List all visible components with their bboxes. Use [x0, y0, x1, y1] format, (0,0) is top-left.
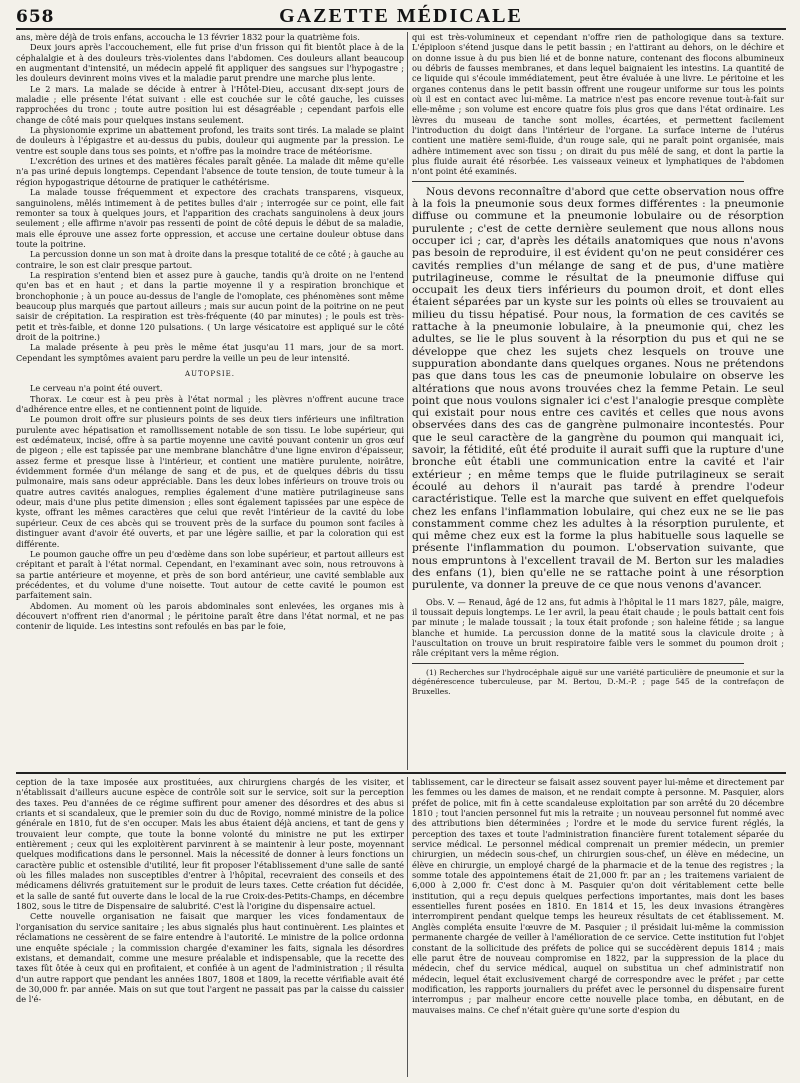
paragraph: qui est très-volumineux et cependant n'offre rien de pathologique dans sa texture. L'épiploon s'étend jusque dans le petit bassin ; en l'attirant au dehors, on le déchire et on donne issue à du pus bien lié et de bonne nature, contenant des flocons albumineux ou débris de fausses membranes, et dans lequel baignaient les intestins. La quantité de ce liquide qui s'écoule immédiatement, peut être évaluée à une livre. Le péritoine et les organes contenus dans le petit bassin offrent une rougeur uniforme sur tous les points où il est en contact avec lui-même. La matrice n'est pas encore revenue tout-à-fait sur elle-même ; son volume est encore quatre fois plus gros que dans l'état ordinaire. Les lèvres du museau de tanche sont molles, écartées, et permettent facilement l'introduction du doigt dans l'intérieur de l'organe. La surface interne de l'utérus contient une matière semi-fluide, d'un rouge sale, qui ne paraît point organisée, mais adhère intimement avec son tissu ; on dirait du pus mêlé de sang, et dont la partie la plus fluide aurait été résorbée. Les vaisseaux veineux et lymphatiques de l'abdomen n'ont point été examinés. — [412, 32, 784, 177]
paragraph: Abdomen. Au moment où les parois abdominales sont enlevées, les organes mis à découvert n'offrent rien d'anormal ; le péritoine paraît être dans l'état normal, et ne pas contenir de liquide. Les intestins sont refoulés en bas par le foie, — [16, 600, 404, 632]
feuilleton-right-column — [412, 777, 784, 1077]
paragraph: La malade tousse fréquemment et expectore des crachats transparens, visqueux, sanguinolens, mêlés intimement à de petites bulles d'air ; interrogée sur ce point, elle fait remonter sa toux à quelques jours, et l'apparition des crachats sanguinolens à deux jours seulement ; elle affirme n'avoir pas ressenti de point de côté depuis le début de sa maladie, mais elle éprouve une assez forte oppression, et accuse une certaine douleur obtuse dans toute la poitrine. — [16, 187, 404, 249]
paragraph: Le cerveau n'a point été ouvert. — [30, 383, 163, 394]
column-divider — [407, 777, 408, 1077]
footnote: (1) Recherches sur l'hydrocéphale aiguë sur une variété particulière de pneumonie et sur la dégénérescence tuberculeuse, par M. Bertou, D.-M.-P. ; page 545 de la contrefaçon de Bruxelles. — [412, 667, 784, 696]
feuilleton-section — [16, 777, 786, 1077]
paragraph: La physionomie exprime un abattement profond, les traits sont tirés. La malade se plaint de douleurs à l'épigastre et au-dessus du pubis, douleur qui augmente par la pression. Le ventre est souple dans tous ses points, et n'offre pas la moindre trace de météorisme. — [16, 125, 404, 156]
paragraph: Deux jours après l'accouchement, elle fut prise d'un frisson qui fit bientôt place à de la céphalalgie et à des douleurs très-violentes dans l'abdomen. Ces douleurs allant beaucoup en augmentant d'intensité, un médecin appelé fit appliquer des sangsues sur l'hypogastre ; les douleurs devinrent moins vives et la maladie parut prendre une marche plus lente. — [16, 42, 404, 84]
paragraph: Le poumon gauche offre un peu d'œdème dans son lobe supérieur, et partout ailleurs est crépitant et paraît à l'état normal. Cependant, en l'examinant avec soin, nous retrouvons à sa partie antérieure et moyenne, et près de son bord antérieur, une cavité semblable aux précédentes, et du volume d'une noisette. Tout autour de cette cavité le poumon est parfaitement sain. — [16, 548, 404, 601]
feuilleton-left-column — [16, 777, 404, 1077]
paragraph: Le poumon droit offre sur plusieurs points de ses deux tiers inférieurs une infiltration purulente avec hépatisation et ramollissement notable de son tissu. Le lobe supérieur, qui est œdémateux, incisé, offre à sa partie moyenne une cavité pouvant contenir un gros œuf de pigeon ; elle est tapissée par une membrane blanchâtre d'une ligne environ d'épaisseur, assez ferme et presque lisse à l'intérieur, et contient une matière purulente, noirâtre, évidemment formée d'un mélange de sang et de pus, et de quelques débris du tissu pulmonaire, mais sans odeur appréciable. Dans les deux lobes inférieurs on trouve trois ou quatre autres cavités analogues, remplies également d'une matière putrilagineuse sans odeur, mais d'une plus petite dimension ; elles sont également tapissées par une espèce de kyste, offrant les mêmes caractères que celui que revêt l'intérieur de la cavité du lobe supérieur. Ceux de ces abcès qui se trouvent près de la surface du poumon sont faciles à distinguer avant d'avoir été ouverts, et par une légère saillie, et par la coloration qui est différente. — [16, 414, 404, 549]
page-number: 658 — [16, 7, 55, 27]
column-divider — [407, 32, 408, 770]
observation-paragraph: Obs. V. — Renaud, âgé de 12 ans, fut admis à l'hôpital le 11 mars 1827, pâle, maigre, il toussait depuis longtemps. Le 1er avril, la peau était chaude ; le pouls battait cent fois par minute ; le malade toussait ; la toux était profonde ; son haleine fétide ; sa langue blanche et humide. La percussion donne de la matité sous la clavicule droite ; à l'auscultation on trouve un bruit respiratoire faible vers le sommet du poumon droit ; râle crépitant vers la même région. — [412, 596, 784, 659]
paragraph: La respiration s'entend bien et assez pure à gauche, tandis qu'à droite on ne l'entend qu'en bas et en haut ; et dans la partie moyenne il y a respiration bronchique et bronchophonie ; à un pouce au-dessus de l'angle de l'omoplate, ces phénomènes sont même beaucoup plus marqués que partout ailleurs ; mais sur aucun point de la poitrine on ne peut saisir de crépitation. La respiration est très-fréquente (40 par minutes) ; le pouls est très-petit et très-faible, et donne 120 pulsations. ( Un large vésicatoire est appliqué sur le côté droit de la poitrine.) — [16, 269, 404, 342]
paragraph: Le 2 mars. La malade se décide à entrer à l'Hôtel-Dieu, accusant dix-sept jours de maladie ; elle présente l'état suivant : elle est couchée sur le côté gauche, les cuisses rapprochées du tronc ; toute autre position lui est désagréable ; cependant parfois elle change de côté mais pour quelques instans seulement. — [16, 83, 404, 125]
autopsy-heading: AUTOPSIE. — [185, 370, 235, 378]
paragraph: ans, mère déjà de trois enfans, accoucha le 13 février 1832 pour la quatrième fois. — [16, 32, 360, 42]
paragraph: Cette nouvelle organisation ne faisait que marquer les vices fondamentaux de l'organisation du service sanitaire ; les abus signalés plus haut continuèrent. Les plaintes et réclamations ne cessèrent de se faire entendre à l'autorité. Le ministre de la police ordonna une enquête spéciale ; la commission chargée d'examiner les faits, signala les désordres existans, et demandait, comme une mesure préalable et indispensable, que la recette des taxes fût ôtée à ceux qui en profitaient, et confiée à un agent de l'administration ; il résulta d'un autre rapport que pendant les années 1807, 1808 et 1809, la recette vérifiable avait été de 30,000 fr. par année. Mais on sut que tout l'argent ne passait pas par la caisse du caissier de l'é- — [16, 911, 404, 1005]
left-column — [16, 32, 404, 770]
upper-columns — [16, 32, 786, 770]
paragraph: tablissement, car le directeur se faisait assez souvent payer lui-même et directement par les femmes ou les dames de maison, et ne rendait compte à personne. M. Pasquier, alors préfet de police, mit fin à cette scandaleuse exploitation par son arrêté du 20 décembre 1810 ; tout l'ancien personnel fut mis la retraite ; un nouveau personnel fut nommé avec des attributions bien déterminées ; l'ordre et le mode du service furent réglés, la perception des taxes et toute l'administration financière furent totalement séparée du service médical. Le personnel médical comprenait un premier médecin, un premier chirurgien, un médecin sous-chef, un chirurgien sous-chef, un élève en médecine, un élève en chirurgie, un employé chargé de la pharmacie et de la tenue des registres ; la somme totale des appointemens était de 21,000 fr. par an ; les traitemens variaient de 6,000 à 2,000 fr. C'est donc à M. Pasquier qu'on doit véritablement cette belle institution, qui a reçu depuis quelques perfections importantes, mais dont les bases essentielles furent posées en 1810. En 1814 et 15, les deux invasions étrangères interrompirent pendant quelque temps les heureux résultats de cet établissement. M. Anglès compléta ensuite l'œuvre de M. Pasquier ; il présidait lui-même la commission permanente chargée de veiller à l'amélioration de ce service. Cette institution fut l'objet constant de la sollicitude des préfets de police qui se succédèrent depuis 1814 ; mais elle parut être de nouveau compromise en 1822, par la suppression de la place du médecin, chef du service médical, auquel on substitua un chef administratif non médecin, lequel était exclusivement chargé de correspondre avec le préfet ; par cette modification, les rapports journaliers du préfet avec le personnel du dispensaire furent interrompus ; par malheur encore cette nouvelle place tomba, en débutant, en de mauvaises mains. Ce chef n'était guère qu'une sorte d'espion du — [412, 777, 784, 1015]
right-column — [412, 32, 784, 770]
paragraph: L'excrétion des urines et des matières fécales paraît gênée. La malade dit même qu'elle n'a pas uriné depuis longtemps. Cependant l'absence de toute tension, de toute tumeur à la région hypogastrique détourne de pratiquer le cathétérisme. — [16, 156, 404, 187]
page-header — [16, 6, 786, 30]
paragraph: La percussion donne un son mat à droite dans la presque totalité de ce côté ; à gauche au contraire, le son est clair presque partout. — [16, 249, 404, 270]
paragraph: Thorax. Le cœur est à peu près à l'état normal ; les plèvres n'offrent aucune trace d'adhérence entre elles, et ne contiennent point de liquide. — [16, 393, 404, 415]
paragraph: La malade présente à peu près le même état jusqu'au 11 mars, jour de sa mort. Cependant les symptômes avaient paru perdre la veille un peu de leur intensité. — [16, 342, 404, 363]
paragraph: ception de la taxe imposée aux prostituées, aux chirurgiens chargés de les visiter, et n'établissait d'ailleurs aucune espèce de contrôle soit sur le service, soit sur la perception des taxes. Peu d'années de ce régime suffirent pour amener des désordres et des abus si criants et si scandaleux, que le premier soin du duc de Rovigo, nommé ministre de la police générale en 1810, fut de s'en occuper. Mais les abus étaient déjà anciens, et tant de gens y trouvaient leur compte, que toute la bonne volonté du ministre ne put les extirper entièrement ; ceux qui les exploitèrent parvinrent à se maintenir à leur poste, moyennant quelques modifications dans le personnel. Mais la nécessité de donner à leurs fonctions un caractère public et ostensible d'utilité, leur fit proposer l'établissement d'une salle de santé où les filles malades non susceptibles d'entrer à l'hôpital, recevraient des conseils et des médicamens délivrés gratuitement sur le produit de leurs taxes. Cette création fut décidée, et la salle de santé fut ouverte dans le local de la rue Croix-des-Petits-Champs, en décembre 1802, sous le titre de Dispensaire de salubrité. C'est là l'origine du dispensaire actuel. — [16, 777, 404, 912]
commentary-paragraph: Nous devons reconnaître d'abord que cette observation nous offre à la fois la pneumonie sous deux formes différentes : la pneumonie diffuse ou commune et la pneumonie lobulaire ou de résorption purulente ; c'est de cette dernière seulement que nous allons nous occuper ici ; car, d'après les détails anatomiques que nous n'avons pas besoin de reproduire, il est évident qu'on ne peut considérer ces cavités remplies d'un mélange de sang et de pus, d'une matière putrilagineuse, comme le résultat de la pneumonie diffuse qui occupait les deux tiers inférieurs du poumon droit, et dont elles étaient séparées par un kyste sur les points où elles se trouvaient au milieu du tissu hépatisé. Pour nous, la formation de ces cavités se rattache à la pneumonie lobulaire, à la pneumonie qui, chez les adultes, se lie le plus souvent à la résorption du pus et qui ne se développe que chez les sujets chez lesquels on trouve une suppuration abondante dans quelques organes. Nous ne prétendons pas que dans tous les cas de pneumonie lobulaire on observe les altérations que nous avons trouvées chez la femme Petain. Le seul point que nous voulons signaler ici c'est l'analogie presque complète qui existait pour nous entre ces cavités et celles que nous avons observées dans des cas de gangrène pulmonaire incontestés. Pour que le seul caractère de la gangrène du poumon qui manquait ici, savoir, la fétidité, eût été produite il aurait suffi que la rupture d'une bronche eût établi une communication entre la cavité et l'air extérieur ; en même temps que le fluide putrilagineux se serait écoulé au dehors il n'aurait pas tardé à prendre l'odeur caractéristique. Telle est la marche que suivent en effet quelquefois chez les enfans l'inflammation lobulaire, qui chez eux ne se lie pas constamment comme chez les adultes à la résorption purulente, et qui même chez eux est la forme la plus habituelle sous laquelle se présente l'inflammation du poumon. L'observation suivante, que nous empruntons à l'excellent travail de M. Berton sur les maladies des enfans (1), bien qu'elle ne se rattache point à une résorption purulente, va donner la preuve de ce que nous venons d'avancer. — [412, 185, 784, 592]
section-separator — [412, 181, 744, 182]
footnote-separator — [412, 663, 744, 664]
feuilleton-rule — [16, 772, 786, 774]
journal-title: GAZETTE MÉDICALE — [279, 5, 523, 27]
